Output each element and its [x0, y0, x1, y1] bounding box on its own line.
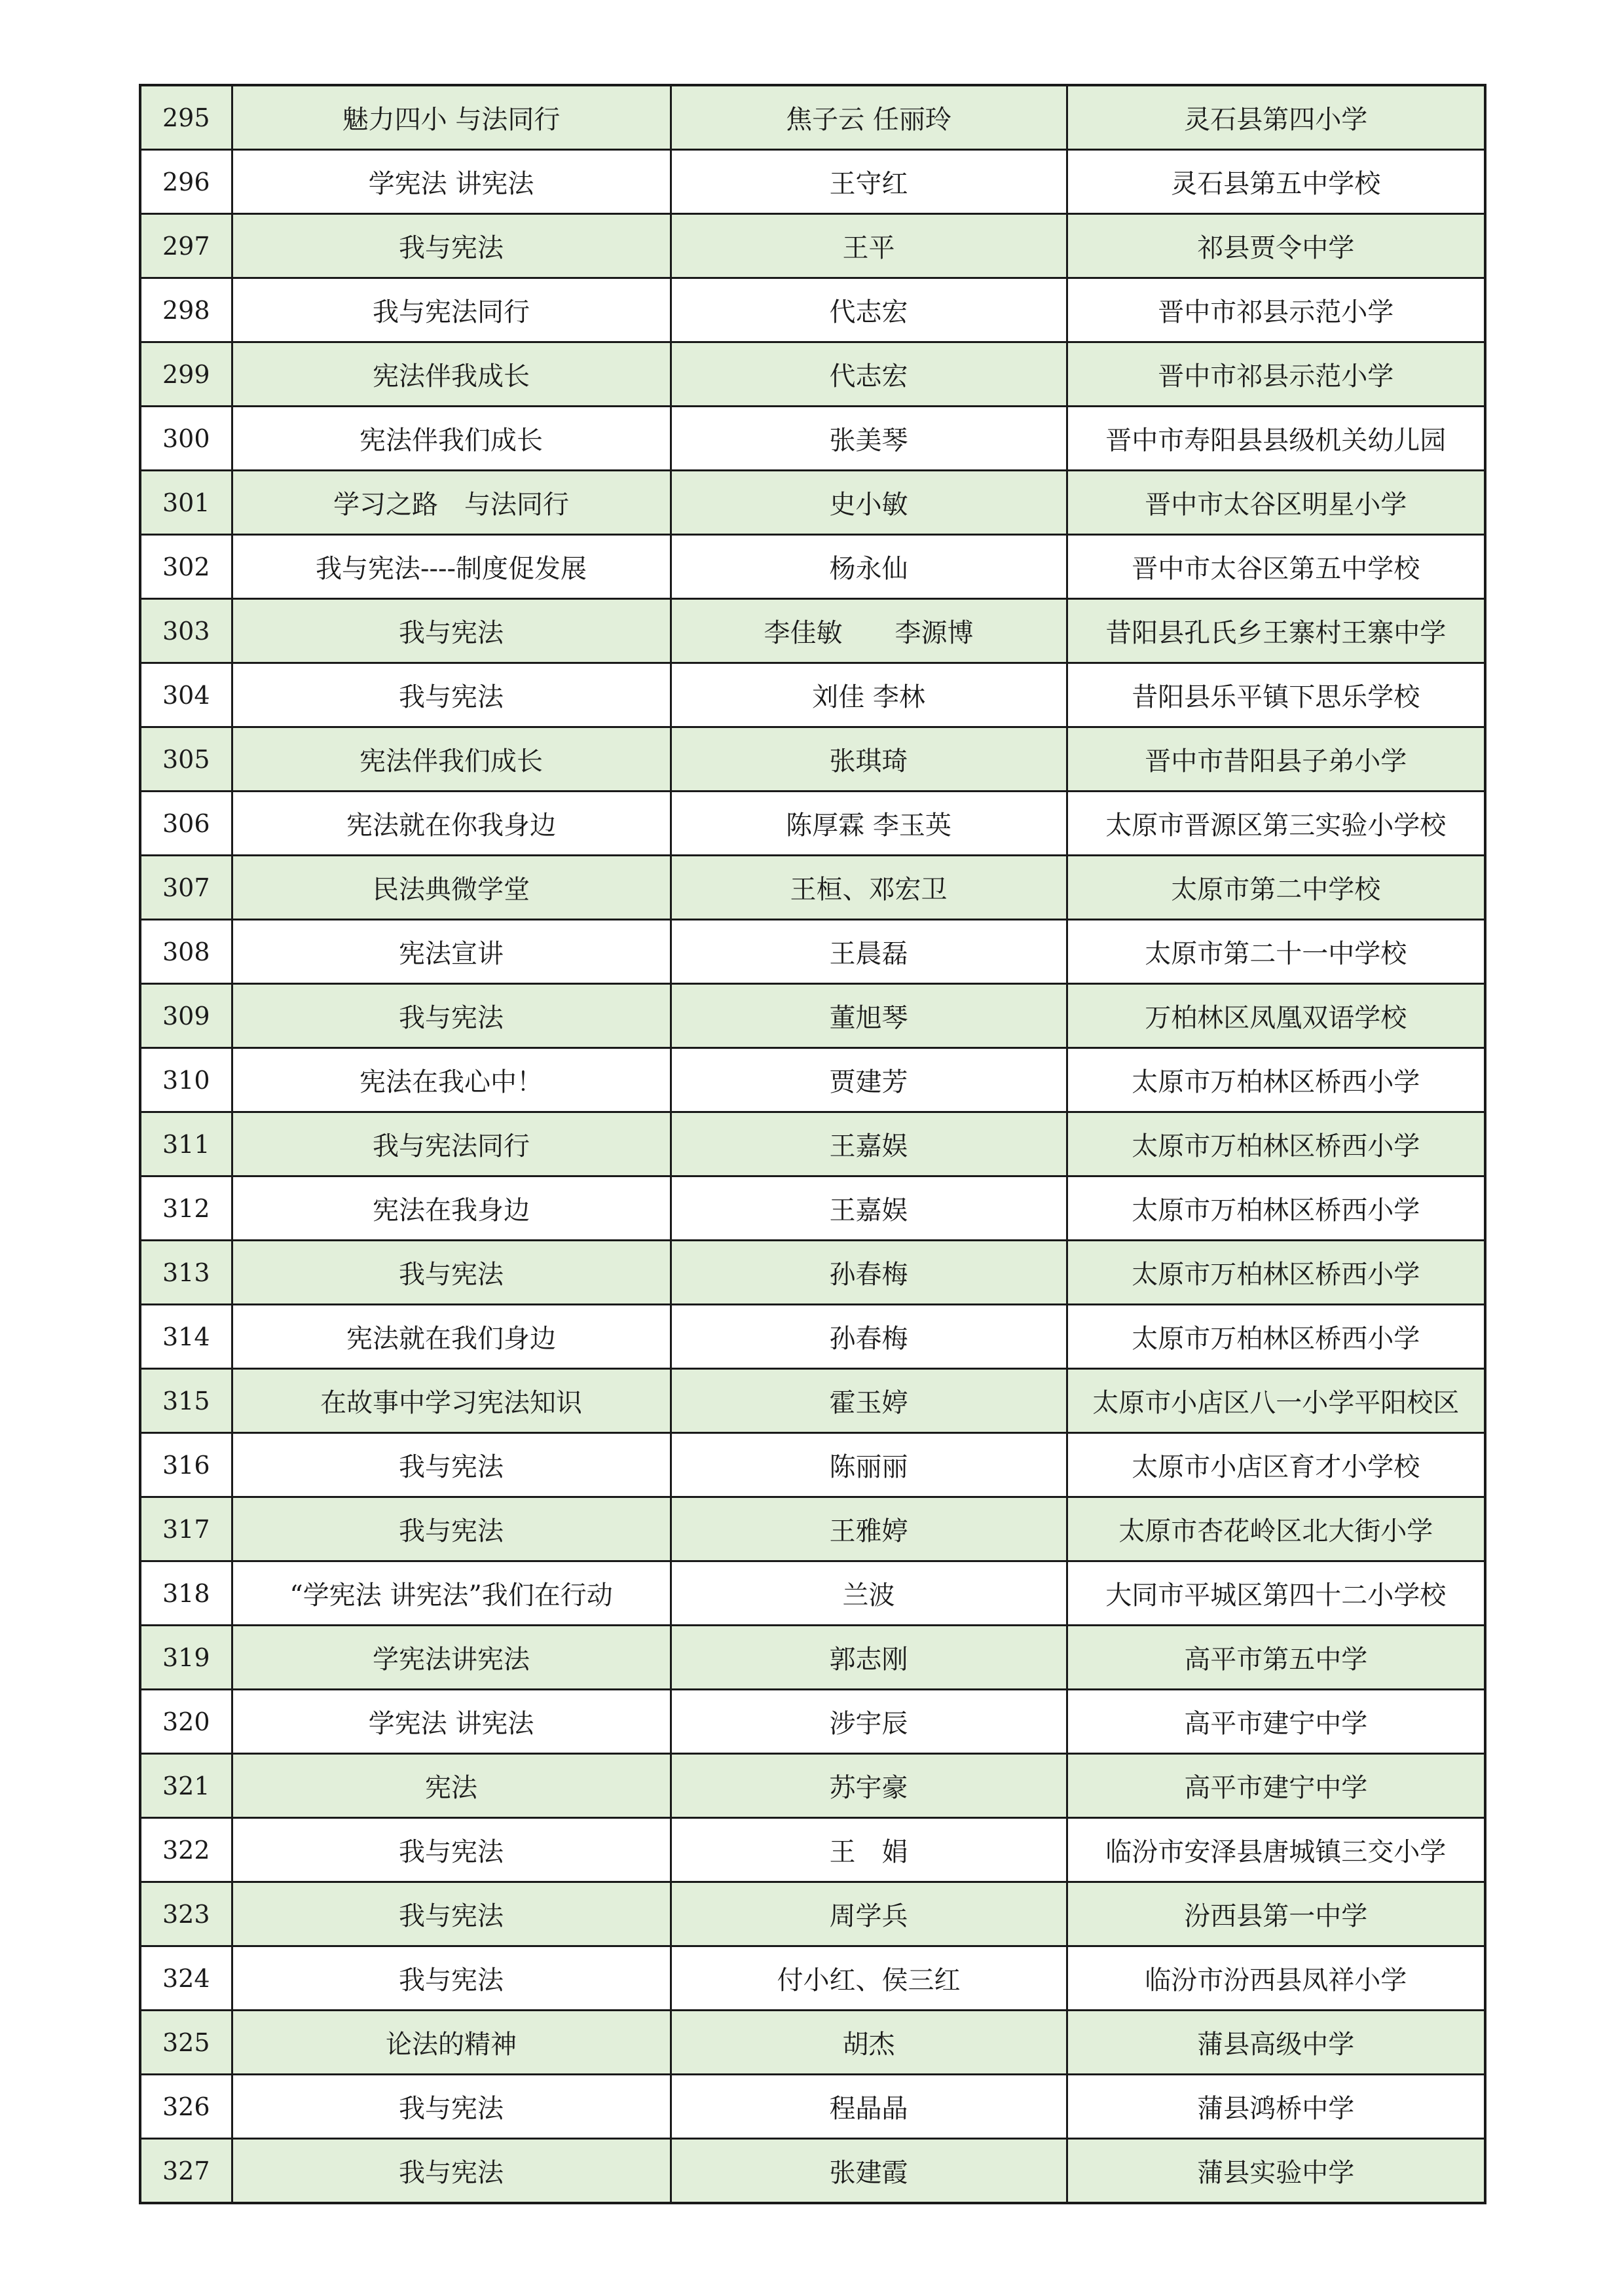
school-cell: 高平市第五中学	[1067, 1626, 1485, 1690]
table-row	[140, 1112, 1485, 1176]
school-cell: 高平市建宁中学	[1067, 1690, 1485, 1754]
school-cell: 太原市小店区育才小学校	[1067, 1433, 1485, 1497]
school-cell: 蒲县鸿桥中学	[1067, 2075, 1485, 2139]
school-cell: 太原市万柏林区桥西小学	[1067, 1048, 1485, 1112]
table-row	[140, 1497, 1485, 1561]
school-cell: 临汾市安泽县唐城镇三交小学	[1067, 1818, 1485, 1882]
no-cell: 324	[140, 1946, 232, 2011]
title-cell: 我与宪法----制度促发展	[232, 535, 671, 599]
author-cell: 张美琴	[671, 407, 1067, 471]
no-cell: 314	[140, 1305, 232, 1369]
school-cell: 汾西县第一中学	[1067, 1882, 1485, 1946]
school-cell: 太原市杏花岭区北大街小学	[1067, 1497, 1485, 1561]
no-cell: 315	[140, 1369, 232, 1433]
no-cell: 309	[140, 984, 232, 1048]
school-cell: 晋中市寿阳县县级机关幼儿园	[1067, 407, 1485, 471]
school-cell: 太原市万柏林区桥西小学	[1067, 1176, 1485, 1241]
table-row	[140, 1946, 1485, 2011]
school-cell: 太原市万柏林区桥西小学	[1067, 1241, 1485, 1305]
author-cell: 程晶晶	[671, 2075, 1067, 2139]
author-cell: 贾建芳	[671, 1048, 1067, 1112]
no-cell: 305	[140, 727, 232, 792]
title-cell: 我与宪法	[232, 1433, 671, 1497]
school-cell: 祁县贾令中学	[1067, 214, 1485, 278]
school-cell: 太原市小店区八一小学平阳校区	[1067, 1369, 1485, 1433]
school-cell: 临汾市汾西县凤祥小学	[1067, 1946, 1485, 2011]
table-row	[140, 407, 1485, 471]
title-cell: 民法典微学堂	[232, 856, 671, 920]
table-row	[140, 1305, 1485, 1369]
author-cell: 刘佳 李林	[671, 663, 1067, 727]
award-list-table	[139, 84, 1486, 2204]
title-cell: 我与宪法	[232, 1497, 671, 1561]
table-row	[140, 278, 1485, 342]
table-body	[140, 85, 1485, 2203]
author-cell: 杨永仙	[671, 535, 1067, 599]
author-cell: 郭志刚	[671, 1626, 1067, 1690]
school-cell: 太原市万柏林区桥西小学	[1067, 1305, 1485, 1369]
no-cell: 300	[140, 407, 232, 471]
table-row	[140, 1882, 1485, 1946]
author-cell: 王嘉娱	[671, 1176, 1067, 1241]
title-cell: 我与宪法	[232, 1946, 671, 2011]
title-cell: 宪法就在你我身边	[232, 792, 671, 856]
no-cell: 326	[140, 2075, 232, 2139]
title-cell: 我与宪法	[232, 1241, 671, 1305]
no-cell: 295	[140, 85, 232, 150]
table-row	[140, 535, 1485, 599]
title-cell: 学宪法讲宪法	[232, 1626, 671, 1690]
title-cell: 宪法就在我们身边	[232, 1305, 671, 1369]
table-row	[140, 342, 1485, 407]
no-cell: 304	[140, 663, 232, 727]
no-cell: 298	[140, 278, 232, 342]
table-row	[140, 1176, 1485, 1241]
title-cell: 魅力四小 与法同行	[232, 85, 671, 150]
table-row	[140, 471, 1485, 535]
table-row	[140, 1048, 1485, 1112]
author-cell: 付小红、侯三红	[671, 1946, 1067, 2011]
author-cell: 代志宏	[671, 342, 1067, 407]
table-row	[140, 663, 1485, 727]
title-cell: 宪法在我心中！	[232, 1048, 671, 1112]
title-cell: 我与宪法	[232, 2139, 671, 2204]
author-cell: 王晨磊	[671, 920, 1067, 984]
table-row	[140, 984, 1485, 1048]
table-row	[140, 856, 1485, 920]
title-cell: “学宪法 讲宪法”我们在行动	[232, 1561, 671, 1626]
no-cell: 297	[140, 214, 232, 278]
school-cell: 大同市平城区第四十二小学校	[1067, 1561, 1485, 1626]
author-cell: 张琪琦	[671, 727, 1067, 792]
no-cell: 327	[140, 2139, 232, 2204]
no-cell: 319	[140, 1626, 232, 1690]
no-cell: 323	[140, 1882, 232, 1946]
no-cell: 303	[140, 599, 232, 663]
table-row	[140, 1818, 1485, 1882]
table-row	[140, 1369, 1485, 1433]
table-row	[140, 1754, 1485, 1818]
table-row	[140, 150, 1485, 214]
no-cell: 310	[140, 1048, 232, 1112]
author-cell: 王 娟	[671, 1818, 1067, 1882]
author-cell: 周学兵	[671, 1882, 1067, 1946]
school-cell: 万柏林区凤凰双语学校	[1067, 984, 1485, 1048]
no-cell: 316	[140, 1433, 232, 1497]
author-cell: 董旭琴	[671, 984, 1067, 1048]
table-row	[140, 1241, 1485, 1305]
no-cell: 311	[140, 1112, 232, 1176]
table-row	[140, 1561, 1485, 1626]
school-cell: 灵石县第四小学	[1067, 85, 1485, 150]
table-row	[140, 920, 1485, 984]
no-cell: 312	[140, 1176, 232, 1241]
author-cell: 霍玉婷	[671, 1369, 1067, 1433]
author-cell: 涉宇辰	[671, 1690, 1067, 1754]
no-cell: 299	[140, 342, 232, 407]
author-cell: 孙春梅	[671, 1241, 1067, 1305]
no-cell: 317	[140, 1497, 232, 1561]
author-cell: 王桓、邓宏卫	[671, 856, 1067, 920]
school-cell: 晋中市太谷区明星小学	[1067, 471, 1485, 535]
no-cell: 325	[140, 2011, 232, 2075]
author-cell: 张建霞	[671, 2139, 1067, 2204]
no-cell: 302	[140, 535, 232, 599]
title-cell: 我与宪法	[232, 2075, 671, 2139]
title-cell: 学习之路 与法同行	[232, 471, 671, 535]
table-row	[140, 214, 1485, 278]
title-cell: 宪法在我身边	[232, 1176, 671, 1241]
school-cell: 太原市第二中学校	[1067, 856, 1485, 920]
title-cell: 我与宪法同行	[232, 278, 671, 342]
title-cell: 论法的精神	[232, 2011, 671, 2075]
title-cell: 宪法伴我们成长	[232, 407, 671, 471]
school-cell: 晋中市太谷区第五中学校	[1067, 535, 1485, 599]
title-cell: 我与宪法	[232, 663, 671, 727]
table-row	[140, 1690, 1485, 1754]
table-row	[140, 2075, 1485, 2139]
title-cell: 我与宪法	[232, 984, 671, 1048]
author-cell: 兰波	[671, 1561, 1067, 1626]
table-row	[140, 1626, 1485, 1690]
title-cell: 学宪法 讲宪法	[232, 150, 671, 214]
school-cell: 高平市建宁中学	[1067, 1754, 1485, 1818]
table-row	[140, 85, 1485, 150]
author-cell: 王守红	[671, 150, 1067, 214]
table-row	[140, 2011, 1485, 2075]
title-cell: 我与宪法同行	[232, 1112, 671, 1176]
author-cell: 史小敏	[671, 471, 1067, 535]
school-cell: 昔阳县乐平镇下思乐学校	[1067, 663, 1485, 727]
no-cell: 307	[140, 856, 232, 920]
no-cell: 320	[140, 1690, 232, 1754]
no-cell: 322	[140, 1818, 232, 1882]
no-cell: 308	[140, 920, 232, 984]
table-row	[140, 1433, 1485, 1497]
school-cell: 晋中市昔阳县子弟小学	[1067, 727, 1485, 792]
table-row	[140, 2139, 1485, 2204]
no-cell: 296	[140, 150, 232, 214]
school-cell: 灵石县第五中学校	[1067, 150, 1485, 214]
title-cell: 我与宪法	[232, 599, 671, 663]
title-cell: 宪法伴我们成长	[232, 727, 671, 792]
no-cell: 313	[140, 1241, 232, 1305]
no-cell: 318	[140, 1561, 232, 1626]
author-cell: 王平	[671, 214, 1067, 278]
school-cell: 太原市第二十一中学校	[1067, 920, 1485, 984]
title-cell: 我与宪法	[232, 1882, 671, 1946]
title-cell: 在故事中学习宪法知识	[232, 1369, 671, 1433]
author-cell: 陈丽丽	[671, 1433, 1067, 1497]
author-cell: 焦子云 任丽玲	[671, 85, 1067, 150]
school-cell: 晋中市祁县示范小学	[1067, 342, 1485, 407]
title-cell: 学宪法 讲宪法	[232, 1690, 671, 1754]
no-cell: 321	[140, 1754, 232, 1818]
author-cell: 苏宇豪	[671, 1754, 1067, 1818]
school-cell: 昔阳县孔氏乡王寨村王寨中学	[1067, 599, 1485, 663]
title-cell: 宪法	[232, 1754, 671, 1818]
author-cell: 王嘉娱	[671, 1112, 1067, 1176]
title-cell: 我与宪法	[232, 1818, 671, 1882]
school-cell: 晋中市祁县示范小学	[1067, 278, 1485, 342]
author-cell: 李佳敏 李源博	[671, 599, 1067, 663]
author-cell: 胡杰	[671, 2011, 1067, 2075]
no-cell: 301	[140, 471, 232, 535]
title-cell: 宪法伴我成长	[232, 342, 671, 407]
school-cell: 蒲县实验中学	[1067, 2139, 1485, 2204]
school-cell: 太原市晋源区第三实验小学校	[1067, 792, 1485, 856]
no-cell: 306	[140, 792, 232, 856]
table-row	[140, 727, 1485, 792]
author-cell: 王雅婷	[671, 1497, 1067, 1561]
author-cell: 孙春梅	[671, 1305, 1067, 1369]
school-cell: 太原市万柏林区桥西小学	[1067, 1112, 1485, 1176]
title-cell: 宪法宣讲	[232, 920, 671, 984]
title-cell: 我与宪法	[232, 214, 671, 278]
school-cell: 蒲县高级中学	[1067, 2011, 1485, 2075]
table-row	[140, 792, 1485, 856]
table-row	[140, 599, 1485, 663]
author-cell: 代志宏	[671, 278, 1067, 342]
author-cell: 陈厚霖 李玉英	[671, 792, 1067, 856]
